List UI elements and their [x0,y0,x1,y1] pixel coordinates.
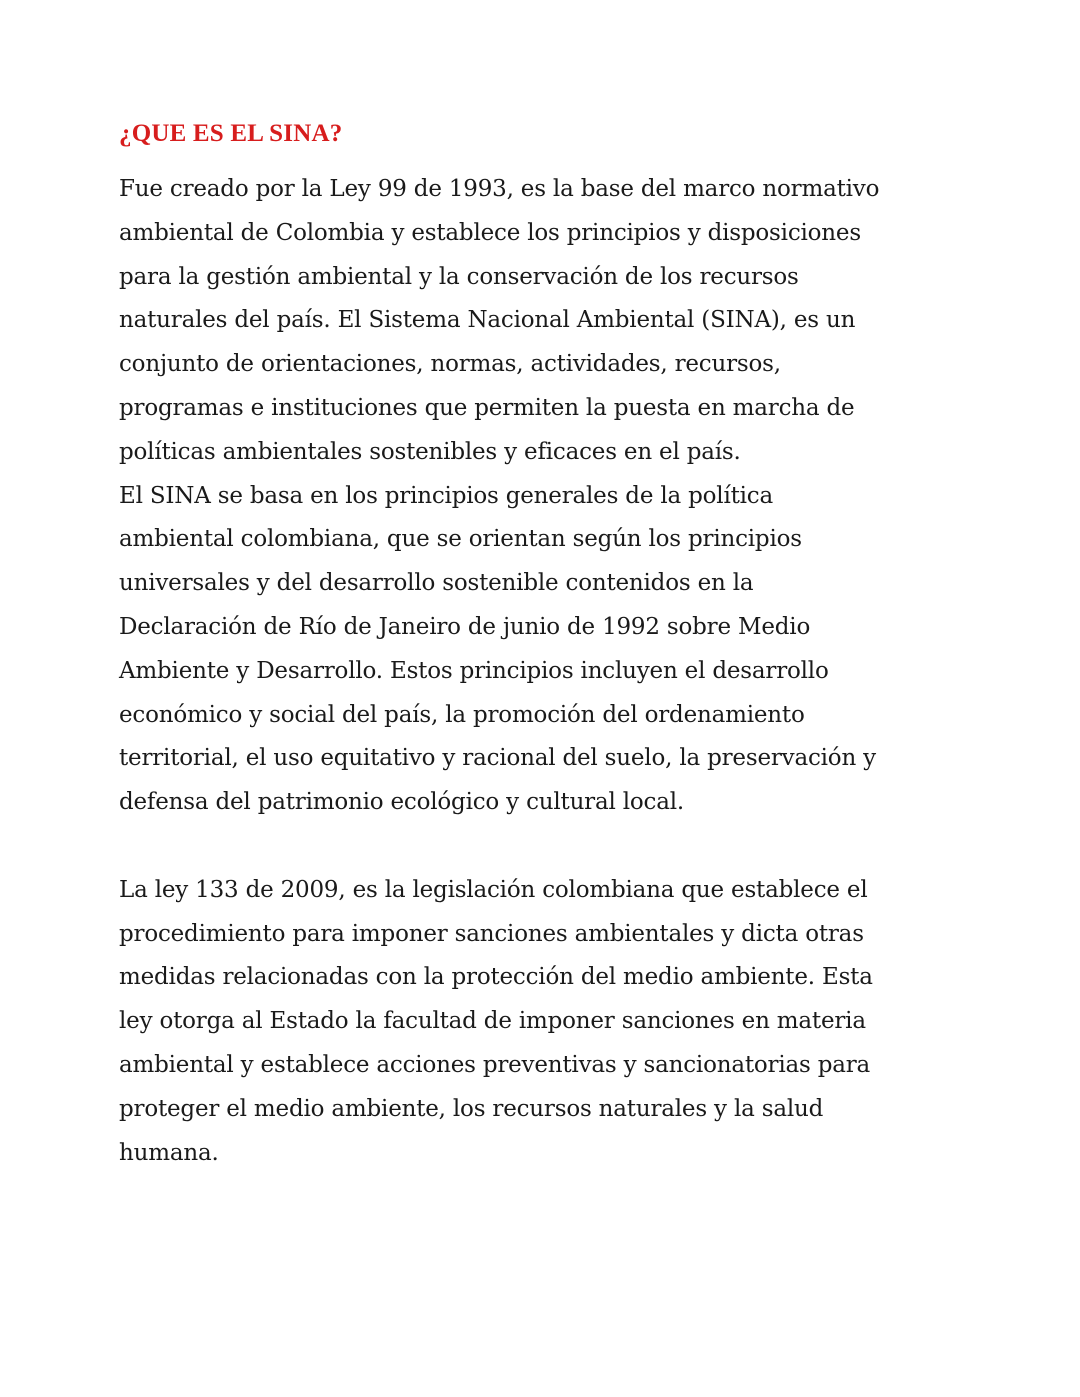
section-heading: ¿QUE ES EL SINA? [119,120,343,147]
paragraph-sina-description: Fue creado por la Ley 99 de 1993, es la base del marco normativo ambiental de Colombia y establece los principios y disposiciones para la gestión ambiental y la conservación de los recursos naturales del país. El Sistema Nacional Ambiental (SINA), es un conjunto de orientaciones, normas, actividades, recursos, programas e instituciones que permiten la puesta en marcha de políticas ambientales sostenibles y eficaces en el país. El SINA se basa en los principios generales de la política ambiental colombiana, que se orientan según los principios universales y del desarrollo sostenible contenidos en la Declaración de Río de Janeiro de junio de 1992 sobre Medio Ambiente y Desarrollo. Estos principios incluyen el desarrollo económico y social del país, la promoción del ordenamiento territorial, el uso equitativo y racional del suelo, la preservación y defensa del patrimonio ecológico y cultural local. [119,176,880,816]
document-page [119,108,899,1175]
paragraph-ley-133: La ley 133 de 2009, es la legislación colombiana que establece el procedimiento para imponer sanciones ambientales y dicta otras medidas relacionadas con la protección del medio ambiente. Esta ley otorga al Estado la facultad de imponer sanciones en materia ambiental y establece acciones preventivas y sancionatorias para proteger el medio ambiente, los recursos naturales y la salud humana. [119,876,873,1166]
